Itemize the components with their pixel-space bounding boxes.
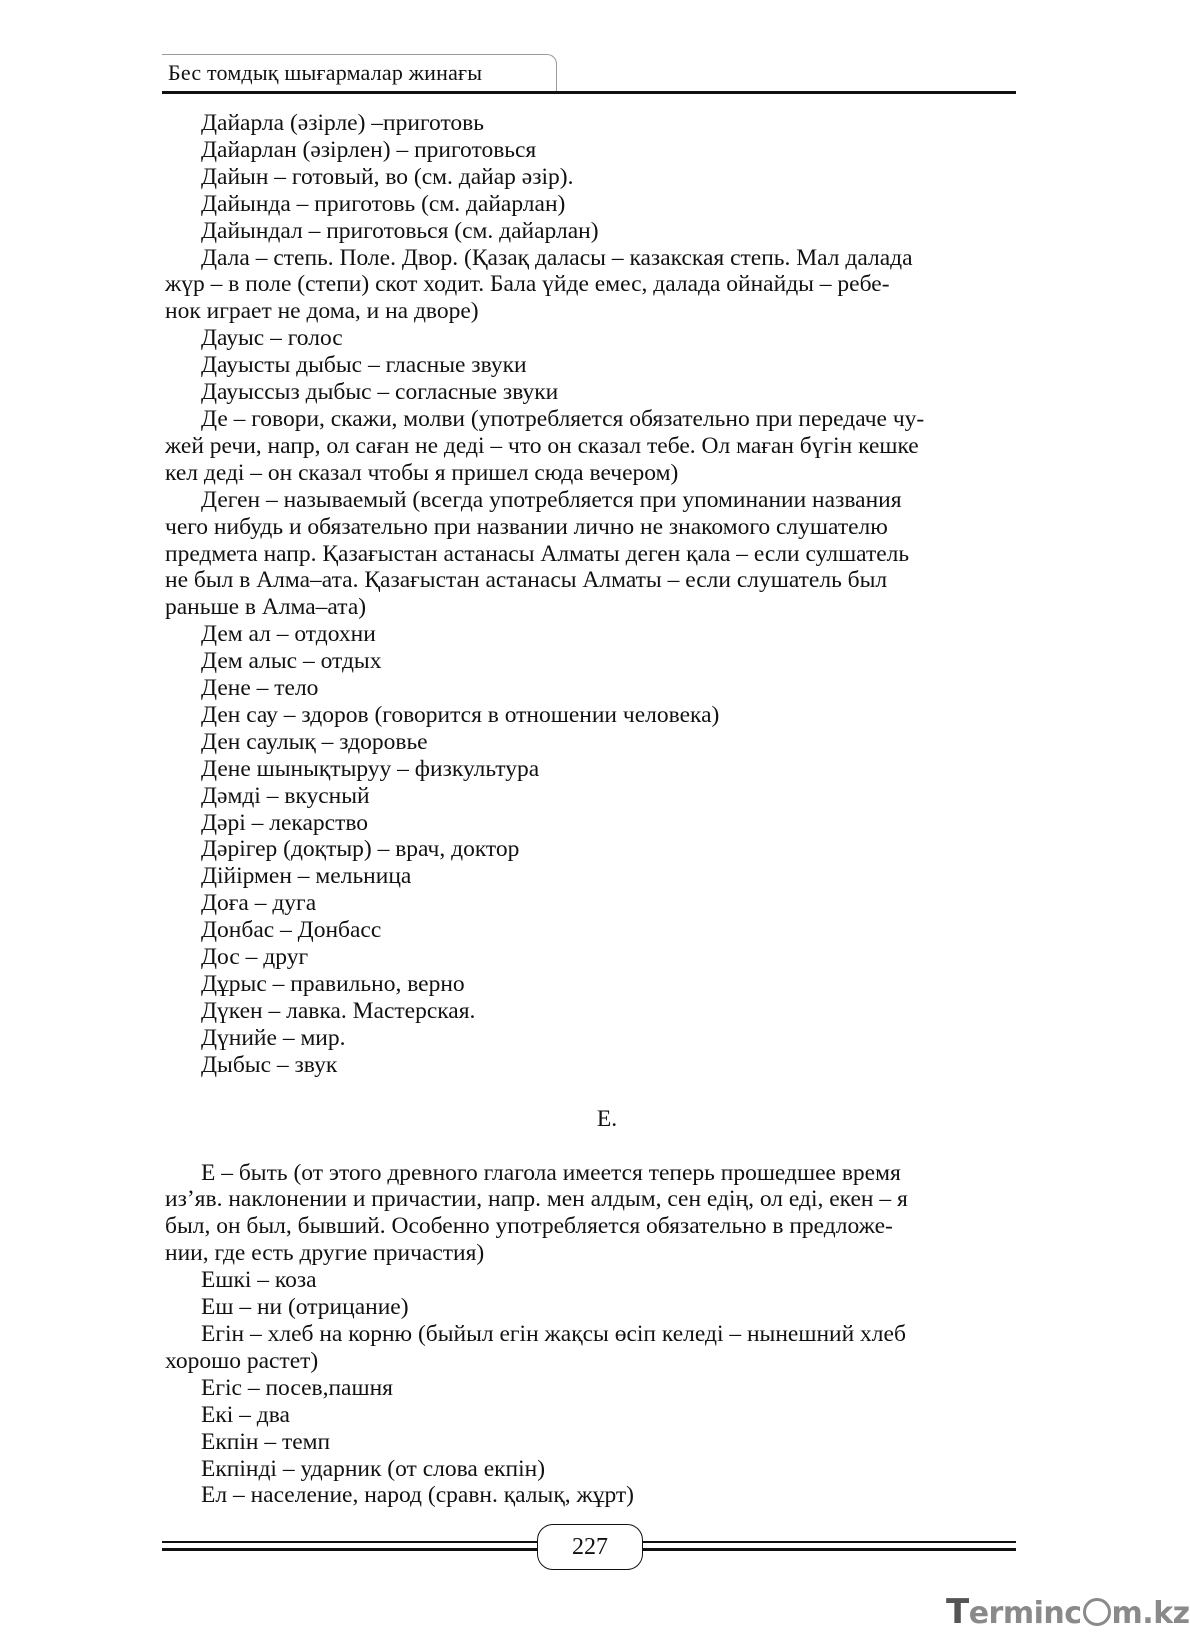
entry-line: Дем алыс – отдых <box>201 648 382 675</box>
entry-line: Дәмді – вкусный <box>201 782 370 809</box>
entry-line: Дауыссыз дыбыс – согласные звуки <box>201 379 559 406</box>
entry-line: Дайарлан (әзірлен) – приготовься <box>201 136 537 163</box>
entry-line: Дауыс – голос <box>201 325 343 352</box>
entry-line: кел деді – он сказал чтобы я пришел сюда вечером) <box>165 459 679 486</box>
entry-line: Деген – называемый (всегда употребляется при упоминании названия <box>201 486 902 513</box>
entry-line: Дайын – готовый, во (см. дайар әзір). <box>201 163 574 190</box>
entry-line: Егіс – посев,пашня <box>201 1374 393 1401</box>
magnifier-icon <box>1083 1598 1111 1626</box>
entry-line: Дайында – приготовь (см. дайарлан) <box>201 190 566 217</box>
entry-line: Егін – хлеб на корню (быйыл егін жақсы өсіп келеді – нынешний хлеб <box>201 1320 906 1347</box>
entries-e <box>165 1160 1013 1510</box>
entry-line: Дүкен – лавка. Мастерская. <box>201 997 476 1024</box>
entry-line: Доға – дуга <box>201 890 317 917</box>
entry-line: Дүнийе – мир. <box>201 1024 346 1051</box>
entry-line: жүр – в поле (степи) скот ходит. Бала үйде емес, далада ойнайды – ребе- <box>165 271 890 298</box>
entry-line: Дем ал – отдохни <box>201 621 376 648</box>
watermark-text-2: m.kz <box>1111 1596 1190 1631</box>
page-footer <box>162 1522 1016 1572</box>
book-title: Бес томдық шығармалар жинағы <box>168 60 483 85</box>
entry-line: Дайындал – приготовься (см. дайарлан) <box>201 217 599 244</box>
entry-line: Дәрі – лекарство <box>201 809 369 836</box>
entry-line: Дала – степь. Поле. Двор. (Қазақ даласы – казакская степь. Мал далада <box>201 244 913 271</box>
entry-line: Донбас – Донбасс <box>201 917 382 944</box>
entry-line: Дыбыс – звук <box>201 1051 338 1078</box>
header-rule <box>162 91 1016 94</box>
entry-line: Екі – два <box>201 1401 290 1428</box>
entry-line: нок играет не дома, и на дворе) <box>165 298 479 325</box>
entry-line: предмета напр. Қазағыстан астанасы Алматы деген қала – если сулшатель <box>165 540 910 567</box>
watermark-t: T <box>946 1592 969 1632</box>
entry-line: Дійірмен – мельница <box>201 863 412 890</box>
entry-line: был, он был, бывший. Особенно употребляется обязательно в предложе- <box>165 1213 893 1240</box>
entry-line: Дәрігер (доқтыр) – врач, доктор <box>201 836 520 863</box>
entry-line: Ден саулық – здоровье <box>201 728 428 755</box>
page-number: 227 <box>537 1524 643 1570</box>
entry-line: не был в Алма–ата. Қазағыстан астанасы Алматы – если слушатель был <box>165 567 888 594</box>
entry-line: Дене шынықтыруу – физкультура <box>201 755 540 782</box>
entry-line: Дауысты дыбыс – гласные звуки <box>201 352 527 379</box>
section-heading-e: Е. <box>596 1105 618 1132</box>
entry-line: нии, где есть другие причастия) <box>165 1240 485 1267</box>
entry-line: Е – быть (от этого древного глагола имеется теперь прошедшее время <box>201 1159 901 1186</box>
dictionary-body <box>165 110 1013 1509</box>
entry-line: Еш – ни (отрицание) <box>201 1294 409 1321</box>
entry-line: Дене – тело <box>201 675 319 702</box>
entry-line: Дайарла (әзірле) –приготовь <box>201 110 484 136</box>
entry-line: хорошо растет) <box>165 1347 319 1374</box>
entry-line: жей речи, напр, ол саған не деді – что он сказал тебе. Ол маған бүгін кешке <box>165 432 919 459</box>
running-header <box>162 54 1016 94</box>
watermark-text-1: erminc <box>968 1596 1082 1631</box>
entry-line: раньше в Алма–ата) <box>165 594 367 621</box>
entry-line: из’яв. наклонении и причастии, напр. мен алдым, сен едің, ол еді, екен – я <box>165 1186 908 1213</box>
entry-line: Екпінді – ударник (от слова екпін) <box>201 1455 546 1482</box>
entry-line: Дұрыс – правильно, верно <box>201 971 465 997</box>
entry-line: Екпін – темп <box>201 1428 331 1455</box>
entry-line: Ел – население, народ (сравн. қалық, жұрт) <box>201 1482 635 1509</box>
entry-line: Де – говори, скажи, молви (употребляется обязательно при передаче чу- <box>201 405 925 432</box>
entries-d <box>165 110 1013 1079</box>
termincom-watermark <box>946 1592 1190 1630</box>
entry-line: Ешкі – коза <box>201 1267 317 1294</box>
entry-line: Ден сау – здоров (говорится в отношении человека) <box>201 701 720 728</box>
entry-line: чего нибудь и обязательно при названии лично не знакомого слушателю <box>165 513 888 540</box>
entry-line: Дос – друг <box>201 944 309 971</box>
